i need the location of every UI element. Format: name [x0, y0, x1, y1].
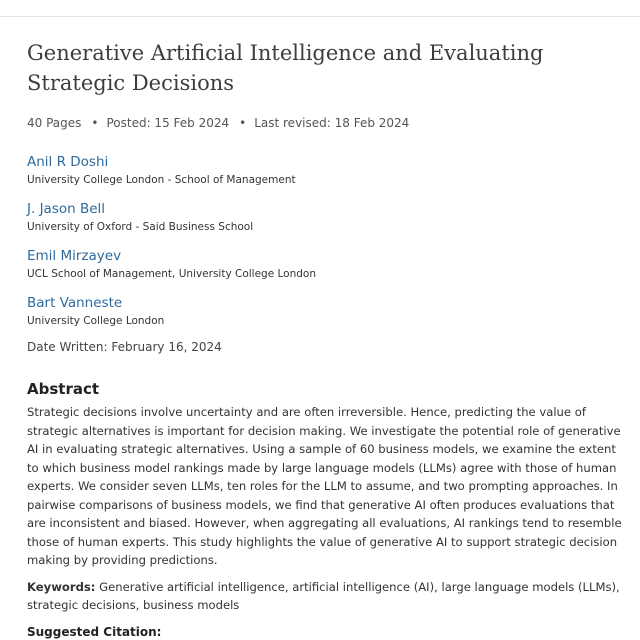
- page-count: 40 Pages: [27, 116, 82, 130]
- author-link[interactable]: Anil R Doshi: [27, 154, 109, 170]
- author-affiliation: UCL School of Management, University College London: [27, 268, 317, 280]
- paper-title: Generative Artificial Intelligence and Evaluating Strategic Decisions: [27, 41, 544, 95]
- meta-separator: •: [91, 116, 99, 130]
- keywords: [27, 578, 625, 615]
- abstract-text: Strategic decisions involve uncertainty and are often irreversible. Hence, predicting the value of strategic alternatives is important for decision making. We investigate the potential role of generative AI in evaluating strategic alternatives. Using a sample of 60 business models, we examine the extent to which business model rankings made by large language models (LLMs) agree with those of human experts. We consider seven LLMs, ten roles for the LLM to assume, and two prompting approaches. In pairwise comparisons of business models, we find that generative AI often produces evaluations that are inconsistent and biased. However, when aggregating all evaluations, AI rankings tend to resemble those of human experts. This study highlights the value of generative AI to support strategic decision making by providing predictions.: [27, 405, 622, 567]
- author-entry: [27, 198, 627, 235]
- paper-meta: [27, 115, 627, 131]
- author-affiliation: University College London: [27, 315, 165, 327]
- last-revised-date: Last revised: 18 Feb 2024: [254, 116, 410, 130]
- keywords-text: Generative artificial intelligence, artificial intelligence (AI), large language models (LLMs), strategic decisions, business models: [27, 579, 620, 612]
- date-written: Date Written: February 16, 2024: [27, 340, 222, 354]
- suggested-citation-heading: Suggested Citation:: [27, 624, 162, 639]
- author-entry: [27, 245, 627, 282]
- abstract-heading: Abstract: [27, 380, 100, 398]
- author-link[interactable]: J. Jason Bell: [27, 201, 106, 217]
- author-entry: [27, 292, 627, 329]
- posted-date: Posted: 15 Feb 2024: [106, 116, 230, 130]
- author-link[interactable]: Bart Vanneste: [27, 295, 123, 311]
- keywords-label: Keywords:: [27, 579, 96, 594]
- author-link[interactable]: Emil Mirzayev: [27, 248, 122, 264]
- header-divider: [0, 16, 640, 17]
- meta-separator: •: [239, 116, 247, 130]
- author-affiliation: University College London - School of Management: [27, 174, 296, 186]
- author-affiliation: University of Oxford - Said Business School: [27, 221, 254, 233]
- author-entry: [27, 151, 627, 188]
- author-list: [27, 151, 627, 329]
- paper-details: [27, 38, 627, 640]
